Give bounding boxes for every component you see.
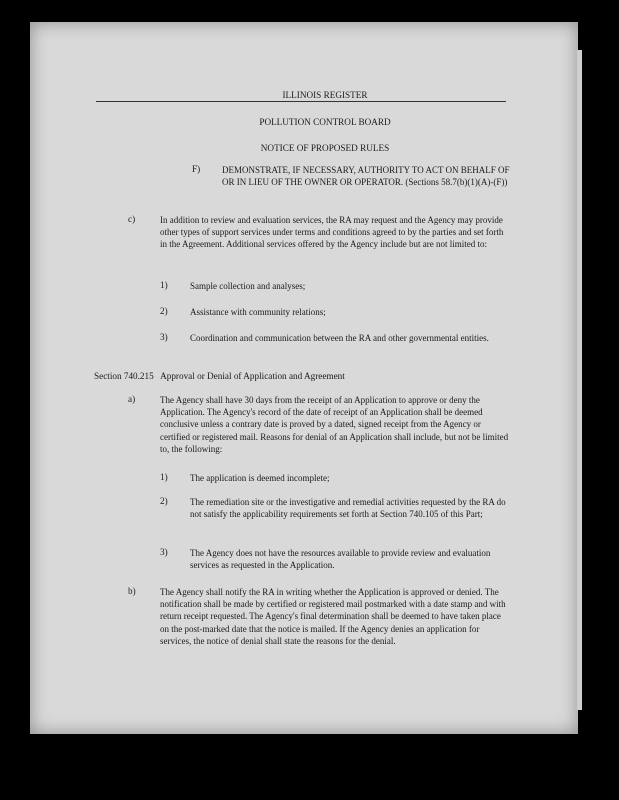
section-heading: Section 740.215 Approval or Denial of Application and Agreement [94, 371, 345, 381]
a-3-label: 3) [160, 547, 168, 557]
c-2-label: 2) [160, 306, 168, 316]
c-3-label: 3) [160, 332, 168, 342]
item-a-text: The Agency shall have 30 days from the receipt of an Application to approve or deny the Application. The Agency's record of the date of receipt of an Application shall be deemed conclusive unless a contrary date is proved by a dated, signed receipt from the Agency or certified or registered mail. Reasons for denial of an Application shall include, but not be limited to, the following: [160, 395, 509, 454]
header-divider [96, 101, 506, 102]
item-f-text: DEMONSTRATE, IF NECESSARY, AUTHORITY TO ACT ON BEHALF OF OR IN LIEU OF THE OWNER OR OPERATOR. (Sections 58.7(b)(1)(A)-(F)) [222, 165, 510, 188]
a-1-text: The application is deemed incomplete; [190, 473, 330, 483]
item-b-label: b) [128, 586, 136, 596]
c-2-text: Assistance with community relations; [190, 307, 326, 317]
page-edge [577, 50, 582, 710]
a-1-label: 1) [160, 472, 168, 482]
c-1-label: 1) [160, 280, 168, 290]
item-a-label: a) [128, 394, 136, 404]
register-title: ILLINOIS REGISTER [282, 90, 368, 100]
a-2-text: The remediation site or the investigative and remedial activities requested by the RA do not satisfy the applicability requirements set forth at Section 740.105 of this Part; [190, 497, 506, 520]
item-f-label: F) [192, 164, 201, 174]
item-b-text: The Agency shall notify the RA in writing whether the Application is approved or denied. The notification shall be made by certified or registered mail postmarked with a date stamp and with return receipt requested. The Agency's final determination shall be deemed to have taken place on the post-marked date that the notice is mailed. If the Agency denies an application for services, the notice of denial shall state the reasons for the denial. [160, 587, 506, 646]
a-3-text: The Agency does not have the resources available to provide review and evaluation services as requested in the Application. [190, 548, 491, 571]
item-c-text: In addition to review and evaluation services, the RA may request and the Agency may provide other types of support services under terms and conditions agreed to by the parties and set forth in the Agreement. Additional services offered by the Agency include but are not limited to: [160, 215, 504, 250]
c-3-text: Coordination and communication between the RA and other governmental entities. [190, 333, 489, 343]
a-2-label: 2) [160, 496, 168, 506]
item-c-label: c) [128, 214, 136, 224]
c-1-text: Sample collection and analyses; [190, 281, 306, 291]
notice-title: NOTICE OF PROPOSED RULES [260, 143, 390, 153]
board-title: POLLUTION CONTROL BOARD [259, 117, 391, 127]
document-page [30, 22, 578, 734]
